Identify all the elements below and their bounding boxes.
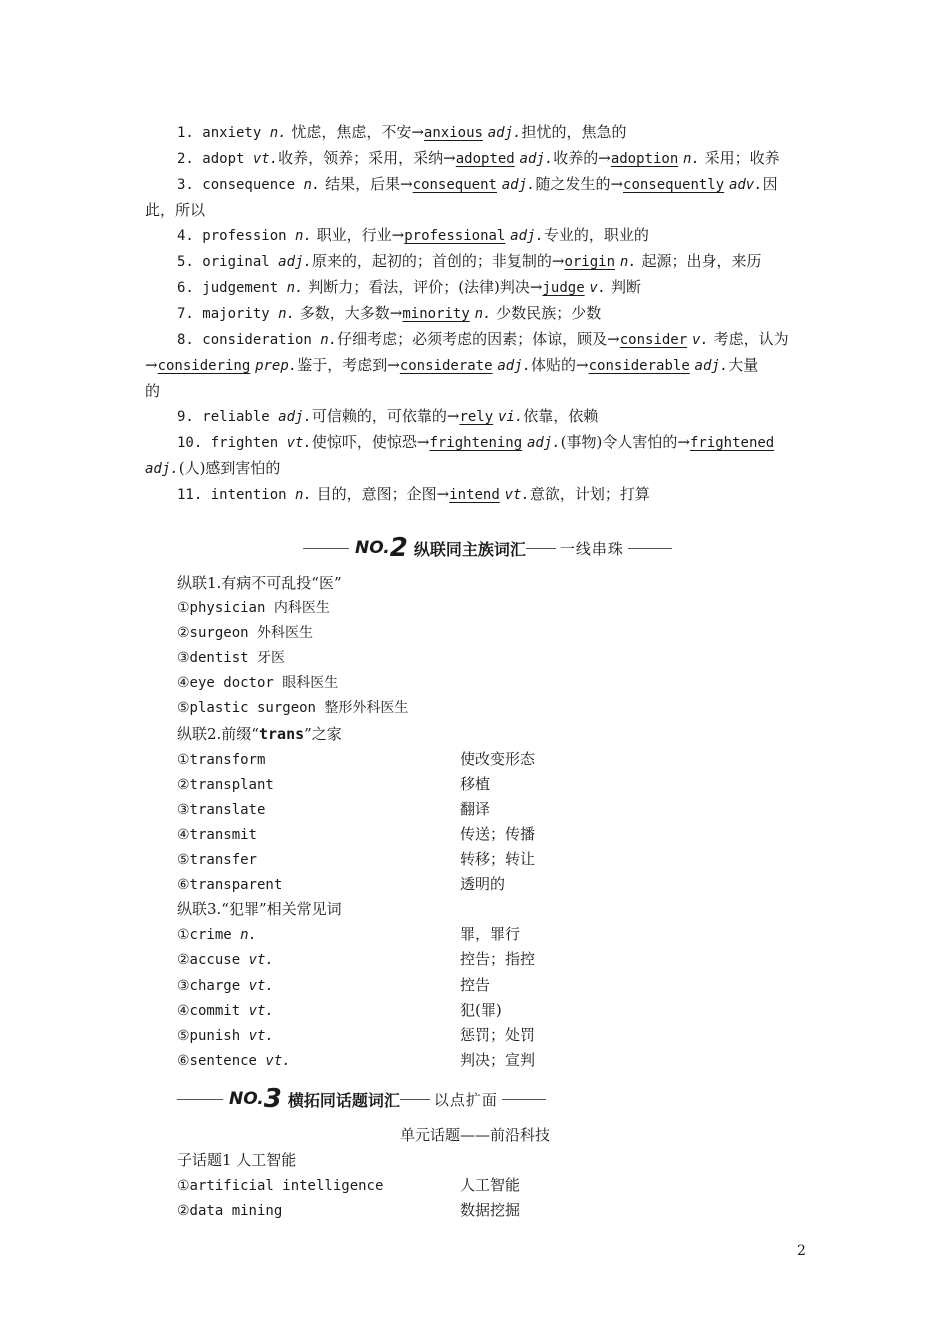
english-term: ①crime: [177, 927, 241, 944]
section-no-label: NO.: [229, 1089, 264, 1109]
derived-word: origin: [564, 254, 616, 270]
vocab-text: 意欲，计划；打算: [529, 485, 650, 503]
section-title: 横拓同话题词汇: [287, 1090, 400, 1110]
vocab-item: [145, 249, 808, 275]
vocab-headword: 5. original: [177, 254, 279, 270]
vocab-text: 原来的，起初的；首创的；非复制的→: [311, 252, 565, 270]
vocab-line: [145, 172, 808, 198]
table-row: [177, 947, 817, 972]
vocab-headword: 10. frighten: [177, 435, 287, 451]
vocab-item: [145, 327, 808, 404]
vocab-item: [145, 404, 808, 430]
chinese-meaning: 移植: [460, 774, 491, 793]
vocab-text: 判断: [606, 278, 642, 296]
part-of-speech: vt.: [265, 1052, 291, 1069]
heading-rule-mid: [400, 1099, 430, 1100]
vocab-headword: 2. adopt: [177, 151, 253, 167]
table-row: [177, 747, 817, 772]
table-row: [177, 1023, 817, 1048]
vocab-text: 依靠，依赖: [523, 407, 599, 425]
vocab-headword: 4. profession: [177, 228, 296, 244]
vocab-item: [145, 146, 808, 172]
vocab-text: 的: [145, 382, 161, 400]
chinese-meaning: 翻译: [460, 799, 491, 818]
table-row: [177, 922, 817, 947]
vocab-line: [145, 223, 808, 249]
chinese-meaning: 传送；传播: [460, 824, 536, 843]
english-term: ③charge: [177, 977, 249, 994]
section-subtitle: 一线串珠: [559, 539, 624, 558]
vocab-line: [145, 120, 808, 146]
chinese-meaning: 罪，罪行: [460, 925, 521, 944]
vocab-text: 少数民族；少数: [491, 304, 602, 322]
vocab-line: [145, 301, 808, 327]
section-subtitle: 以点扩面: [433, 1090, 498, 1109]
derived-word: minority: [402, 306, 470, 322]
part-of-speech: adj.: [694, 358, 729, 374]
part-of-speech: n.: [240, 927, 257, 944]
derived-word: consequent: [412, 177, 497, 193]
table-row: [177, 998, 817, 1023]
vocab-text: 收养的→: [553, 149, 611, 167]
vocab-text: 判断力；看法，评价；(法律)判决→: [303, 278, 543, 296]
group-title: 纵联1.有病不可乱投“医”: [177, 574, 342, 592]
derived-word: anxious: [423, 125, 483, 141]
chinese-meaning: 惩罚；处罚: [460, 1025, 536, 1044]
part-of-speech: adj.: [526, 435, 561, 451]
vocab-text: 目的，意图；企图→: [311, 485, 450, 503]
vocab-text: 使惊吓，使惊恐→: [311, 433, 430, 451]
part-of-speech: adj.: [487, 125, 522, 141]
vocab-headword: 11. intention: [177, 487, 296, 503]
table-row: [177, 872, 817, 897]
vocab-headword: 9. reliable: [177, 409, 279, 425]
part-of-speech: adj.: [510, 228, 544, 244]
derived-word: consider: [619, 332, 688, 348]
vocab-line: [145, 456, 808, 482]
group-title-suffix: ”之家: [304, 724, 342, 743]
chinese-meaning: 转移；转让: [460, 850, 536, 869]
vocab-text: 此，所以: [145, 201, 206, 219]
part-of-speech: adj.: [145, 461, 179, 477]
vocab-text: 可信赖的，可依靠的→: [311, 407, 460, 425]
derived-word: consequently: [623, 177, 725, 193]
english-term: ④transmit: [177, 826, 257, 843]
group-title: [177, 722, 817, 747]
section-no-label: NO.: [355, 538, 390, 558]
vocab-text: 多数，大多数→: [295, 304, 403, 322]
vocab-text: 大量: [728, 356, 759, 374]
group-title-prefix: 纵联2.前缀“: [177, 724, 259, 743]
table-row: [177, 847, 817, 872]
vocab-item: [145, 482, 808, 508]
chinese-meaning: 数据挖掘: [460, 1201, 521, 1220]
subtopic-title: 子话题1 人工智能: [177, 1151, 297, 1169]
part-of-speech: n.: [474, 306, 492, 322]
derived-word: rely: [459, 409, 494, 425]
vocab-headword: 7. majority: [177, 306, 279, 322]
table-row: [177, 973, 817, 998]
unit-topic: 单元话题——前沿科技: [399, 1126, 550, 1144]
vocab-line: [145, 327, 808, 353]
vocab-line: [145, 404, 808, 430]
vocab-item: [145, 120, 808, 146]
part-of-speech: n.: [295, 487, 312, 503]
vocab-text: →: [145, 356, 158, 374]
heading-rule-right: [502, 1099, 546, 1100]
chinese-meaning: 犯(罪): [460, 1000, 502, 1019]
vocab-line: [145, 353, 808, 379]
part-of-speech: adj.: [497, 358, 532, 374]
vocab-text: 忧虑，焦虑，不安→: [286, 123, 424, 141]
section-number: 3: [263, 1084, 282, 1114]
vocab-line: [145, 275, 808, 301]
heading-rule-left: [303, 548, 349, 549]
list-item: ①physician 内科医生: [177, 600, 330, 617]
vocab-text: 职业，行业→: [311, 226, 405, 244]
table-row: [177, 822, 817, 847]
english-term: ①artificial intelligence: [177, 1178, 384, 1195]
english-term: ⑥transparent: [177, 877, 283, 894]
english-term: ⑤punish: [177, 1027, 249, 1044]
vocab-headword: 6. judgement: [177, 280, 287, 296]
part-of-speech: vt.: [286, 435, 312, 451]
part-of-speech: adv.: [728, 177, 763, 193]
table-row: [177, 797, 817, 822]
part-of-speech: vt.: [252, 151, 279, 167]
vocab-text: 收养，领养；采用，采纳→: [278, 149, 456, 167]
vocab-text: (事物)令人害怕的→: [560, 433, 690, 451]
derived-word: frightened: [689, 435, 775, 451]
part-of-speech: v.: [589, 280, 607, 296]
part-of-speech: n.: [320, 332, 338, 348]
section-3-heading: [177, 1084, 546, 1114]
part-of-speech: adj.: [278, 409, 312, 425]
vocab-line: [145, 146, 808, 172]
english-term: ⑥sentence: [177, 1052, 266, 1069]
vocab-text: 随之发生的→: [535, 175, 624, 193]
vocab-text: 因: [762, 175, 778, 193]
heading-rule-mid: [526, 548, 556, 549]
derived-word: judge: [542, 280, 585, 296]
part-of-speech: n.: [286, 280, 304, 296]
part-of-speech: adj.: [278, 254, 312, 270]
part-of-speech: vt.: [248, 952, 274, 969]
chinese-meaning: 使改变形态: [460, 749, 536, 768]
derived-word: considering: [157, 358, 251, 374]
english-term: ②transplant: [177, 776, 274, 793]
part-of-speech: n.: [295, 228, 312, 244]
derived-word: considerate: [399, 358, 493, 374]
english-term: ②accuse: [177, 952, 249, 969]
page-number: 2: [797, 1243, 806, 1259]
english-term: ①transform: [177, 751, 266, 768]
section-title: 纵联同主族词汇: [413, 539, 526, 559]
vocab-text: 结果，后果→: [320, 175, 413, 193]
part-of-speech: vt.: [248, 1002, 274, 1019]
vocab-headword: 3. consequence: [177, 177, 304, 193]
derived-word: adopted: [455, 151, 515, 167]
group-title: 纵联3.“犯罪”相关常见词: [177, 900, 342, 919]
vocab-item: [145, 430, 808, 482]
section-2-heading: [303, 533, 672, 563]
part-of-speech: n.: [278, 306, 296, 322]
vocab-text: 专业的，职业的: [543, 226, 649, 244]
part-of-speech: v.: [691, 332, 709, 348]
vocab-headword: 8. consideration: [177, 332, 321, 348]
list-item: ③dentist 牙医: [177, 650, 285, 667]
section-3-content: [177, 1148, 817, 1223]
table-row: [177, 1198, 817, 1223]
vocab-text: 考虑，认为: [708, 330, 789, 348]
vocab-line: [145, 379, 808, 404]
list-item: ②surgeon 外科医生: [177, 625, 313, 642]
vocab-line: [145, 198, 808, 223]
english-term: ③translate: [177, 801, 266, 818]
part-of-speech: n.: [269, 125, 287, 141]
english-term: ④commit: [177, 1002, 249, 1019]
table-row: [177, 1048, 817, 1073]
vocab-line: [145, 482, 808, 508]
derived-word: professional: [404, 228, 506, 244]
part-of-speech: n.: [683, 151, 700, 167]
chinese-meaning: 人工智能: [460, 1176, 521, 1195]
part-of-speech: vt.: [248, 1027, 274, 1044]
english-term: ②data mining: [177, 1203, 283, 1220]
vocab-item: [145, 223, 808, 249]
derived-word: adoption: [610, 151, 679, 167]
vocab-item: [145, 172, 808, 223]
vocab-line: [145, 430, 808, 456]
derived-word: considerable: [588, 358, 690, 374]
chinese-meaning: 判决；宣判: [460, 1050, 536, 1069]
vocab-text: 鉴于，考虑到→: [297, 356, 400, 374]
part-of-speech: n.: [619, 254, 637, 270]
part-of-speech: adj.: [519, 151, 554, 167]
vocab-item: [145, 301, 808, 327]
heading-rule-left: [177, 1099, 223, 1100]
derived-word: frightening: [429, 435, 523, 451]
vocab-line: [145, 249, 808, 275]
part-of-speech: adj.: [501, 177, 536, 193]
vocab-text: 采用；收养: [699, 149, 780, 167]
table-row: [177, 1173, 817, 1198]
list-item: ④eye doctor 眼科医生: [177, 675, 339, 692]
vocab-text: 担忧的，焦急的: [521, 123, 627, 141]
derived-word: intend: [449, 487, 500, 503]
part-of-speech: n.: [303, 177, 321, 193]
part-of-speech: vt.: [248, 977, 274, 994]
vocabulary-list: [145, 120, 808, 508]
table-row: [177, 772, 817, 797]
vocab-item: [145, 275, 808, 301]
section-number: 2: [389, 533, 408, 563]
vocab-text: 起源；出身，来历: [636, 252, 762, 270]
section-2-content: [177, 571, 817, 1073]
vocab-text: 仔细考虑；必须考虑的因素；体谅，顾及→: [337, 330, 620, 348]
group-title-keyword: trans: [258, 724, 305, 743]
vocab-headword: 1. anxiety: [177, 125, 270, 141]
part-of-speech: vt.: [504, 487, 530, 503]
vocab-text: (人)感到害怕的: [178, 459, 281, 477]
english-term: ⑤transfer: [177, 852, 257, 869]
chinese-meaning: 控告: [460, 975, 491, 994]
chinese-meaning: 控告；指控: [460, 950, 536, 969]
heading-rule-right: [628, 548, 672, 549]
part-of-speech: prep.: [255, 358, 298, 374]
chinese-meaning: 透明的: [460, 875, 506, 894]
part-of-speech: vi.: [497, 409, 524, 425]
list-item: ⑤plastic surgeon 整形外科医生: [177, 700, 409, 717]
vocab-text: 体贴的→: [531, 356, 589, 374]
